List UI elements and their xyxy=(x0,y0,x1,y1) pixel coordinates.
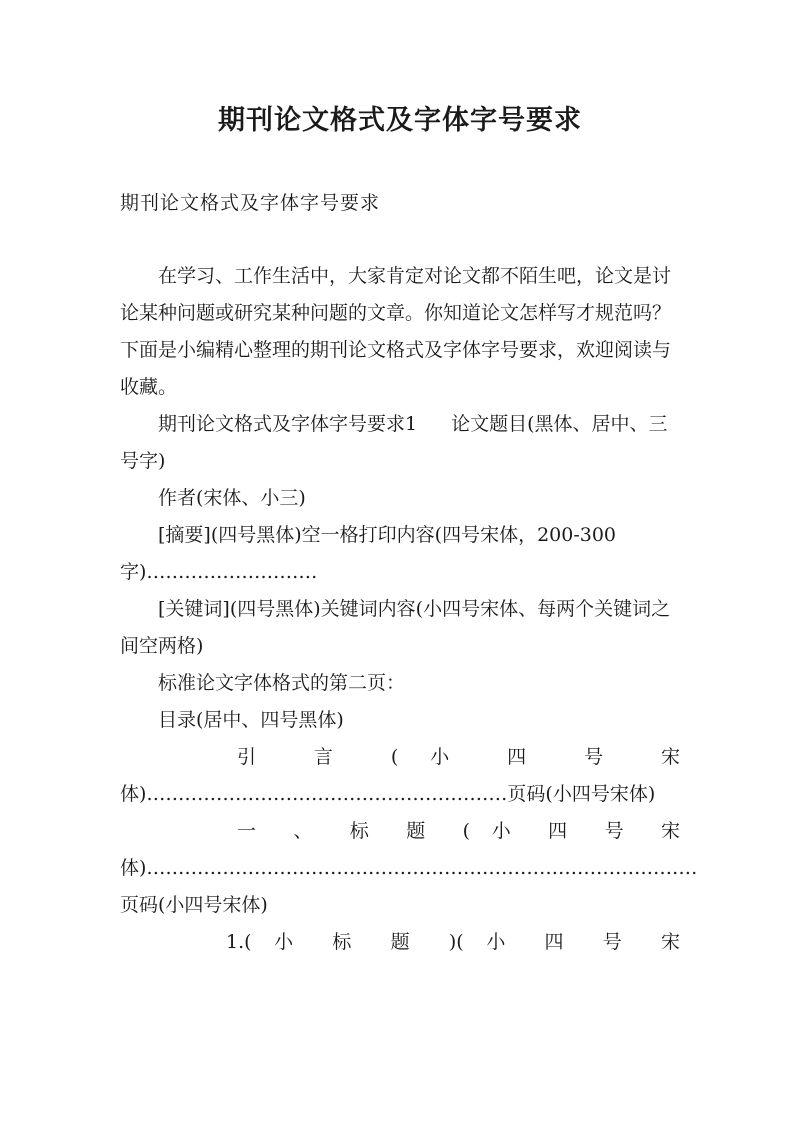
toc-entry-subheading-line1: 1.( 小 标 题 )( 小 四 号 宋 xyxy=(226,931,680,953)
intro-paragraph: 在学习、工作生活中，大家肯定对论文都不陌生吧，论文是讨论某种问题或研究某种问题的文章。你知道论文怎样写才规范吗？下面是小编精心整理的期刊论文格式及字体字号要求，欢迎阅读与收藏。 xyxy=(120,265,672,398)
section-1-text: 论文题目(黑体、居中、三号字) xyxy=(120,413,668,472)
toc-paragraph: 目录(居中、四号黑体) xyxy=(158,709,344,731)
toc-entry-heading1-line1: 一 、 标 题 ( 小 四 号 宋 xyxy=(237,820,680,842)
abstract-paragraph: [摘要](四号黑体)空一格打印内容(四号宋体，200-300字)……………………… xyxy=(120,524,617,583)
toc-entry-heading1 xyxy=(120,813,698,924)
page-two-paragraph: 标准论文字体格式的第二页： xyxy=(158,672,406,694)
section-1-heading: 期刊论文格式及字体字号要求1 xyxy=(158,413,418,435)
section-1-paragraph xyxy=(120,406,680,480)
document-title: 期刊论文格式及字体字号要求 xyxy=(218,105,582,136)
document-subtitle: 期刊论文格式及字体字号要求 xyxy=(120,192,381,214)
toc-entry-intro-line1: 引 言 ( 小 四 号 宋 xyxy=(237,746,680,768)
keywords-paragraph: [关键词](四号黑体)关键词内容(小四号宋体、每两个关键词之间空两格) xyxy=(120,598,671,657)
author-paragraph: 作者(宋体、小三) xyxy=(158,487,306,509)
toc-entry-intro xyxy=(120,739,680,813)
toc-entry-heading1-rest: 体)……………………………………………………………………………页码(小四号宋体) xyxy=(120,857,698,916)
toc-entry-subheading xyxy=(120,924,680,961)
document-body xyxy=(120,258,698,961)
toc-entry-intro-rest: 体)…………………………………………………页码(小四号宋体) xyxy=(120,783,656,805)
